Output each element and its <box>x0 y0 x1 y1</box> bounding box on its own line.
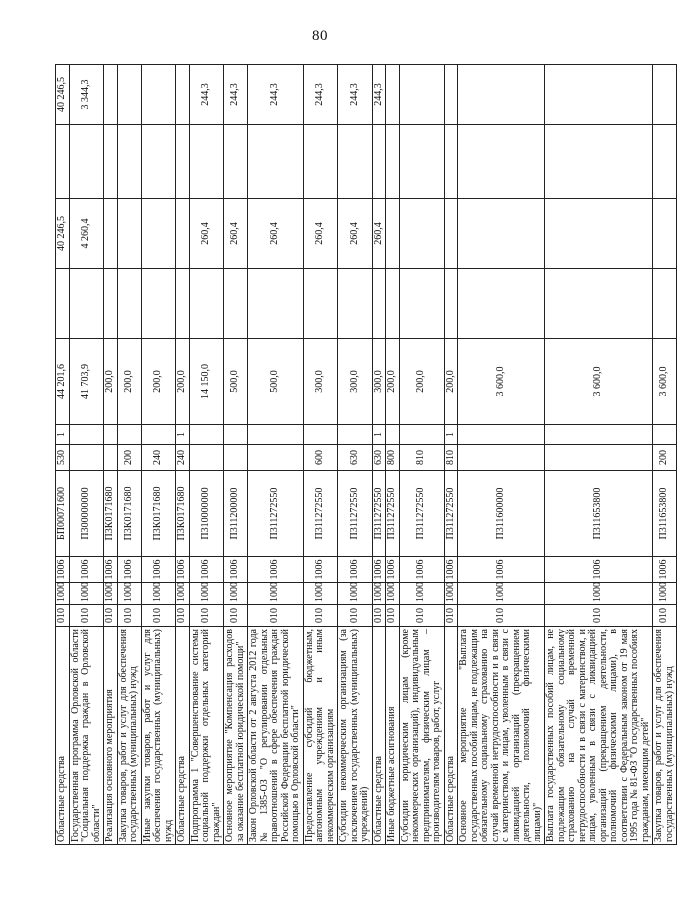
expense-type-cell: 200 <box>117 445 141 471</box>
subsection-code-cell: 1006 <box>248 557 304 583</box>
section-code-cell: 1000 <box>303 583 338 605</box>
section-code-cell: 1000 <box>189 583 224 605</box>
source-code-cell <box>248 425 304 445</box>
section-code-cell: 1000 <box>176 583 190 605</box>
table-body <box>56 65 677 845</box>
amount-3-cell <box>104 199 118 269</box>
amount-5-cell <box>458 65 545 125</box>
table-row <box>104 65 118 845</box>
source-code-cell <box>189 425 224 445</box>
subsection-code-cell: 1006 <box>303 557 338 583</box>
section-code-cell: 1000 <box>399 583 444 605</box>
subsection-code-cell: 1006 <box>104 557 118 583</box>
expense-type-cell: 630 <box>372 445 386 471</box>
subsection-code-cell: 1006 <box>545 557 653 583</box>
row-name-cell: Основное мероприятие "Выплата государственных пособий лицам, не подлежащим обязательному социальному страхованию на случай временной нетрудоспособности и в связи с материнством, и лицам, уволенным в связи с ликвидацией организаций (прекращением деятельности, полномочий физическими лицами)" <box>458 627 545 845</box>
amount-5-cell: 244,3 <box>248 65 304 125</box>
amount-3-cell: 4 260,4 <box>69 199 104 269</box>
expense-type-cell: 200 <box>653 445 677 471</box>
amount-4-cell <box>69 125 104 199</box>
table-row <box>399 65 444 845</box>
amount-1-cell: 14 150,0 <box>189 339 224 425</box>
amount-1-cell: 200,0 <box>386 339 400 425</box>
section-code-cell: 1000 <box>141 583 176 605</box>
source-code-cell <box>104 425 118 445</box>
section-code-cell: 1000 <box>653 583 677 605</box>
row-name-cell: Субсидии юридическим лицам (кроме некоммерческих организаций), индивидуальным предпринимателям, физическим лицам – производителям товаров, работ, услуг <box>399 627 444 845</box>
amount-3-cell <box>141 199 176 269</box>
section-code-cell: 1000 <box>372 583 386 605</box>
budget-table-rotated <box>55 65 675 845</box>
amount-5-cell <box>386 65 400 125</box>
amount-3-cell: 260,4 <box>338 199 373 269</box>
source-code-cell <box>653 425 677 445</box>
row-name-cell: Закупка товаров, работ и услуг для обеспечения государственных (муниципальных) нужд <box>117 627 141 845</box>
subsection-code-cell: 1006 <box>117 557 141 583</box>
section-code-cell: 1000 <box>69 583 104 605</box>
ministry-code-cell: 010 <box>372 605 386 627</box>
amount-1-cell: 500,0 <box>248 339 304 425</box>
amount-3-cell: 40 246,5 <box>56 199 70 269</box>
row-name-cell: Областные средства <box>444 627 458 845</box>
amount-4-cell <box>303 125 338 199</box>
subsection-code-cell: 1006 <box>338 557 373 583</box>
amount-1-cell: 300,0 <box>372 339 386 425</box>
amount-3-cell <box>444 199 458 269</box>
table-row <box>176 65 190 845</box>
row-name-cell: Иные бюджетные ассигнования <box>386 627 400 845</box>
amount-3-cell <box>117 199 141 269</box>
section-code-cell: 1000 <box>104 583 118 605</box>
source-code-cell <box>224 425 248 445</box>
table-row <box>338 65 373 845</box>
amount-5-cell <box>104 65 118 125</box>
expense-type-cell: 530 <box>56 445 70 471</box>
source-code-cell <box>141 425 176 445</box>
amount-1-cell: 200,0 <box>399 339 444 425</box>
target-article-cell: БП00071600 <box>56 471 70 557</box>
expense-type-cell: 800 <box>386 445 400 471</box>
table-row <box>224 65 248 845</box>
table-row <box>248 65 304 845</box>
source-code-cell <box>545 425 653 445</box>
ministry-code-cell: 010 <box>338 605 373 627</box>
source-code-cell <box>338 425 373 445</box>
amount-4-cell <box>372 125 386 199</box>
table-row <box>141 65 176 845</box>
amount-2-cell <box>189 269 224 339</box>
amount-4-cell <box>176 125 190 199</box>
source-code-cell <box>303 425 338 445</box>
source-code-cell <box>458 425 545 445</box>
amount-2-cell <box>117 269 141 339</box>
target-article-cell: П3К0171680 <box>141 471 176 557</box>
amount-1-cell: 200,0 <box>176 339 190 425</box>
target-article-cell: П311272550 <box>248 471 304 557</box>
amount-5-cell: 244,3 <box>303 65 338 125</box>
ministry-code-cell: 010 <box>653 605 677 627</box>
amount-4-cell <box>104 125 118 199</box>
amount-5-cell <box>399 65 444 125</box>
amount-1-cell: 3 600,0 <box>545 339 653 425</box>
row-name-cell: Иные закупки товаров, работ и услуг для обеспечения государственных (муниципальных) нужд <box>141 627 176 845</box>
subsection-code-cell: 1006 <box>399 557 444 583</box>
source-code-cell <box>386 425 400 445</box>
table-row <box>545 65 653 845</box>
amount-5-cell <box>444 65 458 125</box>
row-name-cell: Закупка товаров, работ и услуг для обеспечения государственных (муниципальных) нужд <box>653 627 677 845</box>
subsection-code-cell: 1006 <box>224 557 248 583</box>
target-article-cell: П311272550 <box>338 471 373 557</box>
amount-2-cell <box>141 269 176 339</box>
source-code-cell <box>117 425 141 445</box>
ministry-code-cell: 010 <box>303 605 338 627</box>
expense-type-cell <box>104 445 118 471</box>
amount-5-cell: 3 344,3 <box>69 65 104 125</box>
amount-4-cell <box>458 125 545 199</box>
table-row <box>56 65 70 845</box>
amount-4-cell <box>444 125 458 199</box>
expense-type-cell <box>224 445 248 471</box>
source-code-cell: 1 <box>372 425 386 445</box>
row-name-cell: Областные средства <box>372 627 386 845</box>
amount-4-cell <box>141 125 176 199</box>
subsection-code-cell: 1006 <box>653 557 677 583</box>
amount-4-cell <box>386 125 400 199</box>
subsection-code-cell: 1006 <box>189 557 224 583</box>
amount-5-cell <box>176 65 190 125</box>
table-row <box>653 65 677 845</box>
amount-1-cell: 200,0 <box>141 339 176 425</box>
section-code-cell: 1000 <box>338 583 373 605</box>
expense-type-cell <box>458 445 545 471</box>
expense-type-cell <box>69 445 104 471</box>
section-code-cell: 1000 <box>56 583 70 605</box>
amount-3-cell: 260,4 <box>248 199 304 269</box>
subsection-code-cell: 1006 <box>176 557 190 583</box>
amount-2-cell <box>653 269 677 339</box>
ministry-code-cell: 010 <box>104 605 118 627</box>
amount-2-cell <box>386 269 400 339</box>
row-name-cell: Основное мероприятие "Компенсация расходов за оказание бесплатной юридической помощи" <box>224 627 248 845</box>
amount-3-cell: 260,4 <box>189 199 224 269</box>
amount-2-cell <box>458 269 545 339</box>
amount-2-cell <box>303 269 338 339</box>
amount-5-cell: 244,3 <box>372 65 386 125</box>
amount-3-cell <box>458 199 545 269</box>
amount-3-cell <box>176 199 190 269</box>
table-row <box>117 65 141 845</box>
target-article-cell: П3К0171680 <box>104 471 118 557</box>
amount-1-cell: 3 600,0 <box>653 339 677 425</box>
ministry-code-cell: 010 <box>399 605 444 627</box>
amount-2-cell <box>248 269 304 339</box>
amount-4-cell <box>338 125 373 199</box>
amount-2-cell <box>104 269 118 339</box>
expense-type-cell <box>545 445 653 471</box>
target-article-cell: П311272550 <box>303 471 338 557</box>
target-article-cell: П311272550 <box>444 471 458 557</box>
table-row <box>372 65 386 845</box>
target-article-cell: П311653800 <box>653 471 677 557</box>
amount-2-cell <box>338 269 373 339</box>
table-row <box>444 65 458 845</box>
row-name-cell: Государственная программа Орловской области "Социальная поддержка граждан в Орловской области" <box>69 627 104 845</box>
table-row <box>386 65 400 845</box>
amount-3-cell: 260,4 <box>224 199 248 269</box>
table-row <box>458 65 545 845</box>
ministry-code-cell: 010 <box>56 605 70 627</box>
amount-5-cell: 244,3 <box>338 65 373 125</box>
row-name-cell: Выплата государственных пособий лицам, не подлежащим обязательному социальному страхованию на случай временной нетрудоспособности и в связи с материнством, и лицам, уволенным в связи с ликвидацией организаций (прекращением деятельности, полномочий физическими лицами), в соответствии с Федеральным законом от 19 мая 1995 года № 81-ФЗ "О государственных пособиях гражданам, имеющим детей" <box>545 627 653 845</box>
amount-5-cell: 244,3 <box>189 65 224 125</box>
subsection-code-cell: 1006 <box>444 557 458 583</box>
amount-1-cell: 500,0 <box>224 339 248 425</box>
amount-4-cell <box>545 125 653 199</box>
amount-1-cell: 200,0 <box>104 339 118 425</box>
row-name-cell: Подпрограмма 1 "Совершенствование системы социальной поддержки отдельных категорий граждан" <box>189 627 224 845</box>
ministry-code-cell: 010 <box>545 605 653 627</box>
target-article-cell: П3К0171680 <box>117 471 141 557</box>
amount-5-cell <box>141 65 176 125</box>
amount-3-cell: 260,4 <box>303 199 338 269</box>
amount-1-cell: 300,0 <box>303 339 338 425</box>
amount-5-cell <box>117 65 141 125</box>
ministry-code-cell: 010 <box>458 605 545 627</box>
amount-5-cell <box>653 65 677 125</box>
target-article-cell: П311272550 <box>399 471 444 557</box>
target-article-cell: П311653800 <box>545 471 653 557</box>
subsection-code-cell: 1006 <box>69 557 104 583</box>
section-code-cell: 1000 <box>545 583 653 605</box>
amount-2-cell <box>399 269 444 339</box>
target-article-cell: П311272550 <box>372 471 386 557</box>
subsection-code-cell: 1006 <box>141 557 176 583</box>
amount-4-cell <box>224 125 248 199</box>
amount-2-cell <box>444 269 458 339</box>
amount-2-cell <box>176 269 190 339</box>
subsection-code-cell: 1006 <box>372 557 386 583</box>
target-article-cell: П311200000 <box>224 471 248 557</box>
source-code-cell: 1 <box>56 425 70 445</box>
budget-table <box>55 64 677 845</box>
amount-4-cell <box>117 125 141 199</box>
subsection-code-cell: 1006 <box>386 557 400 583</box>
row-name-cell: Областные средства <box>176 627 190 845</box>
amount-1-cell: 41 703,9 <box>69 339 104 425</box>
source-code-cell: 1 <box>444 425 458 445</box>
table-row <box>303 65 338 845</box>
amount-2-cell <box>372 269 386 339</box>
section-code-cell: 1000 <box>117 583 141 605</box>
amount-1-cell: 200,0 <box>444 339 458 425</box>
amount-4-cell <box>248 125 304 199</box>
amount-1-cell: 300,0 <box>338 339 373 425</box>
amount-1-cell: 44 201,6 <box>56 339 70 425</box>
amount-4-cell <box>653 125 677 199</box>
amount-3-cell <box>386 199 400 269</box>
target-article-cell: П311600000 <box>458 471 545 557</box>
amount-5-cell: 40 246,5 <box>56 65 70 125</box>
amount-2-cell <box>69 269 104 339</box>
row-name-cell: Реализация основного мероприятия <box>104 627 118 845</box>
expense-type-cell: 600 <box>303 445 338 471</box>
subsection-code-cell: 1006 <box>56 557 70 583</box>
expense-type-cell <box>248 445 304 471</box>
source-code-cell <box>399 425 444 445</box>
ministry-code-cell: 010 <box>176 605 190 627</box>
amount-4-cell <box>56 125 70 199</box>
ministry-code-cell: 010 <box>189 605 224 627</box>
amount-3-cell <box>399 199 444 269</box>
row-name-cell: Областные средства <box>56 627 70 845</box>
expense-type-cell: 240 <box>141 445 176 471</box>
row-name-cell: Субсидии некоммерческим организациям (за исключением государственных (муниципальных) учреждений) <box>338 627 373 845</box>
amount-5-cell <box>545 65 653 125</box>
amount-4-cell <box>189 125 224 199</box>
section-code-cell: 1000 <box>458 583 545 605</box>
target-article-cell: П311272550 <box>386 471 400 557</box>
target-article-cell: П3К0171680 <box>176 471 190 557</box>
amount-3-cell <box>653 199 677 269</box>
target-article-cell: П300000000 <box>69 471 104 557</box>
source-code-cell: 1 <box>176 425 190 445</box>
section-code-cell: 1000 <box>444 583 458 605</box>
expense-type-cell: 630 <box>338 445 373 471</box>
ministry-code-cell: 010 <box>224 605 248 627</box>
amount-1-cell: 3 600,0 <box>458 339 545 425</box>
row-name-cell: Предоставление субсидий бюджетным, автономным учреждениям и иным некоммерческим организациям <box>303 627 338 845</box>
amount-3-cell <box>545 199 653 269</box>
section-code-cell: 1000 <box>248 583 304 605</box>
amount-3-cell: 260,4 <box>372 199 386 269</box>
expense-type-cell: 810 <box>399 445 444 471</box>
section-code-cell: 1000 <box>224 583 248 605</box>
page-number: 80 <box>312 28 328 44</box>
ministry-code-cell: 010 <box>248 605 304 627</box>
ministry-code-cell: 010 <box>444 605 458 627</box>
amount-5-cell: 244,3 <box>224 65 248 125</box>
table-row <box>69 65 104 845</box>
table-row <box>189 65 224 845</box>
expense-type-cell: 240 <box>176 445 190 471</box>
section-code-cell: 1000 <box>386 583 400 605</box>
ministry-code-cell: 010 <box>386 605 400 627</box>
amount-2-cell <box>545 269 653 339</box>
ministry-code-cell: 010 <box>69 605 104 627</box>
source-code-cell <box>69 425 104 445</box>
expense-type-cell: 810 <box>444 445 458 471</box>
subsection-code-cell: 1006 <box>458 557 545 583</box>
ministry-code-cell: 010 <box>117 605 141 627</box>
amount-1-cell: 200,0 <box>117 339 141 425</box>
amount-2-cell <box>56 269 70 339</box>
target-article-cell: П310000000 <box>189 471 224 557</box>
ministry-code-cell: 010 <box>141 605 176 627</box>
row-name-cell: Закон Орловской области от 2 августа 2012 года № 1385-ОЗ "О регулировании отдельных правоотношений в сфере обеспечения граждан Российской Федерации бесплатной юридической помощью в Орловской области" <box>248 627 304 845</box>
amount-2-cell <box>224 269 248 339</box>
expense-type-cell <box>189 445 224 471</box>
amount-4-cell <box>399 125 444 199</box>
